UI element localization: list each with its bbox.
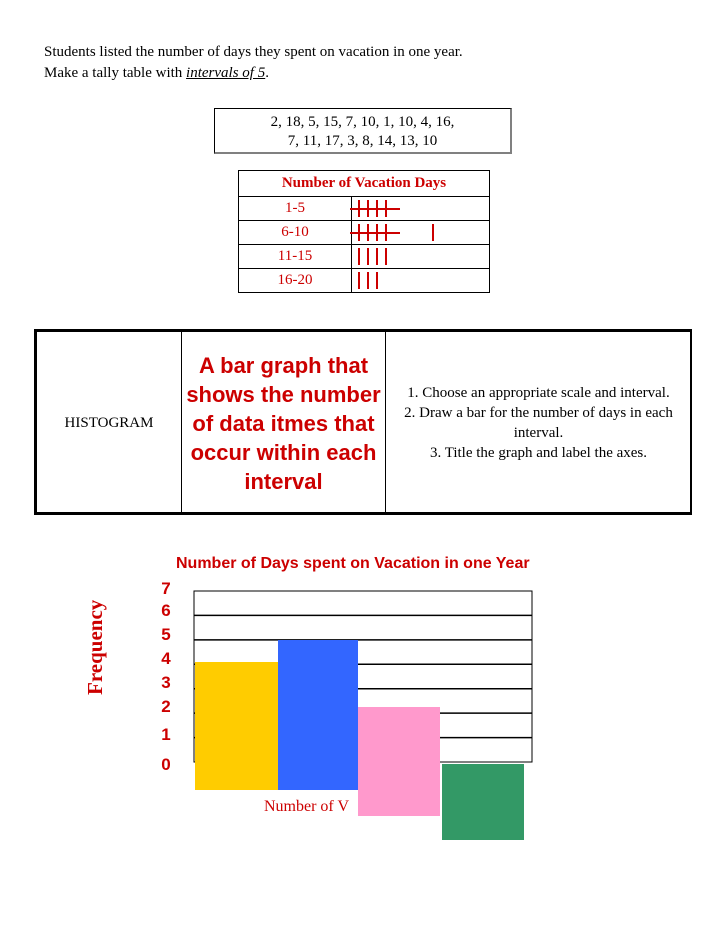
y-tick-label: 0 — [161, 755, 171, 774]
instruction-emphasis: intervals of 5 — [186, 65, 266, 81]
tally-interval: 11-15 — [239, 245, 352, 269]
y-tick-label: 3 — [161, 673, 171, 692]
chart-title: Number of Days spent on Vacation in one Year — [176, 555, 530, 572]
vocab-step: 3. Title the graph and label the axes. — [429, 445, 648, 461]
y-tick-label: 7 — [161, 579, 171, 598]
y-tick-label: 5 — [161, 625, 171, 644]
x-axis-label: Number of V — [264, 798, 350, 815]
y-tick-label: 6 — [161, 601, 171, 620]
y-tick-label: 4 — [161, 649, 171, 668]
data-values-line-2: 7, 11, 17, 3, 8, 14, 13, 10 — [287, 133, 438, 149]
histogram-bar — [278, 640, 358, 790]
tally-interval: 1-5 — [239, 197, 352, 221]
vocab-step: 2. Draw a bar for the number of days in each interval. — [404, 405, 673, 441]
tally-interval: 6-10 — [239, 221, 352, 245]
histogram-bar — [358, 707, 440, 816]
vocab-step: 1. Choose an appropriate scale and interval. — [407, 385, 670, 401]
instruction-suffix: . — [265, 65, 269, 81]
instruction-line-1: Students listed the number of days they spent on vacation in one year. — [44, 44, 463, 60]
data-values-line-1: 2, 18, 5, 15, 7, 10, 1, 10, 4, 16, — [270, 114, 455, 130]
y-tick-label: 1 — [161, 725, 171, 744]
vocab-term: HISTOGRAM — [37, 332, 182, 515]
tally-table-title: Number of Vacation Days — [239, 171, 490, 197]
instruction-prefix: Make a tally table with — [44, 65, 187, 81]
vocab-definition: A bar graph that shows the number of data itmes that occur within each interval — [182, 332, 386, 515]
y-axis-label: Frequency — [83, 599, 107, 695]
tally-interval: 16-20 — [239, 269, 352, 293]
histogram-bar — [442, 764, 524, 840]
histogram-bar — [195, 662, 279, 790]
y-tick-label: 2 — [161, 697, 171, 716]
